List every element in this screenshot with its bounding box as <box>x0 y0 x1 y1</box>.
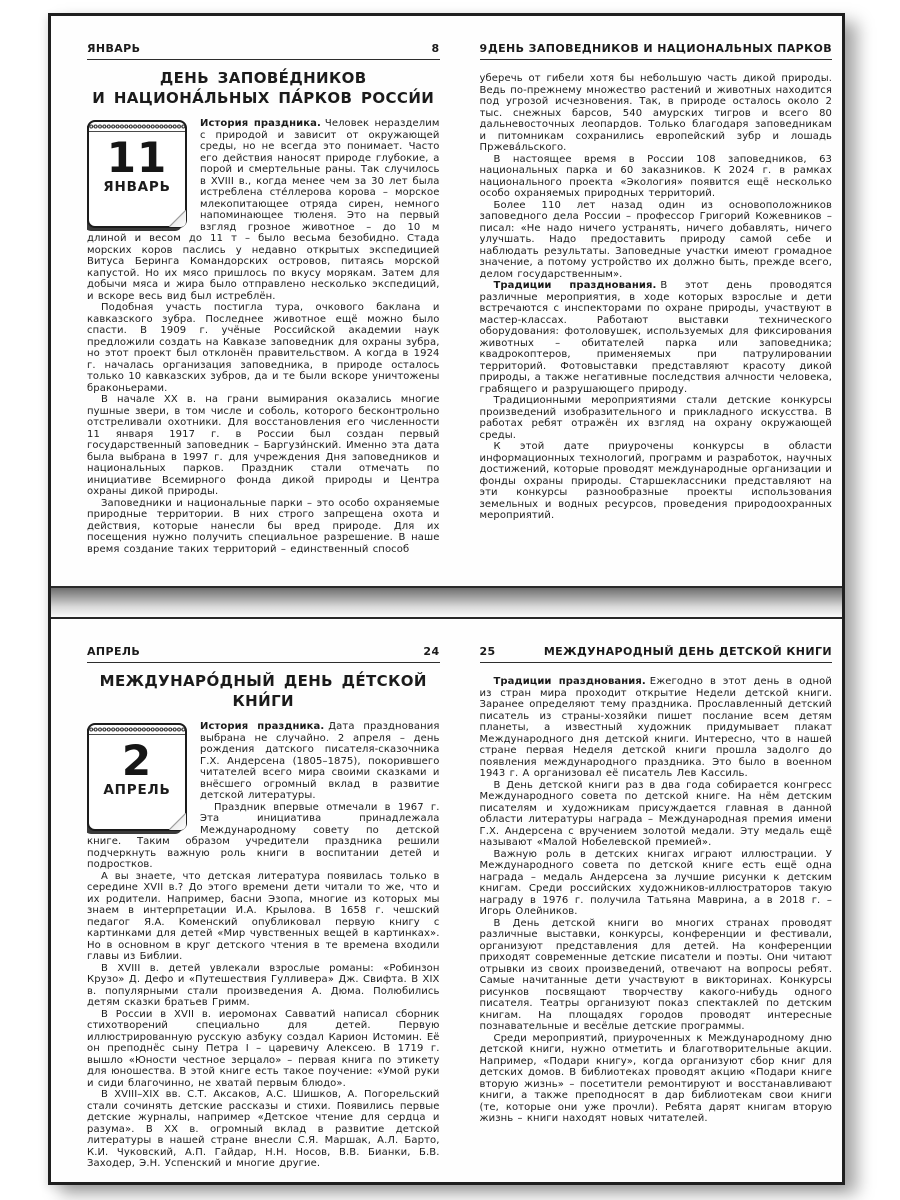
holiday-title-line: ДЕНЬ ЗАПОВЕ́ДНИКОВ <box>159 69 367 87</box>
paragraph: В День детской книги раз в два года собирается конгресс Международного совета по детской книге. На нём детским писателям и художникам присуждается главная в данной области литературы награда – Международная премия имени Г.Х. Андерсена с вручением золотой медали. Эту медаль ещё называют «Малой Нобелевской премией». <box>479 779 832 849</box>
paragraph: К этой дате приурочены конкурсы в области информационных технологий, программ и разработок, научных достижений, которые проводят международные организации и фонды охраны природы. Старшеклассники представляют на эти конкурсы разнообразные проекты использования земельных и водных ресурсов, проведения природоохранных мероприятий. <box>479 441 832 521</box>
running-head <box>480 645 833 663</box>
page-number: 25 <box>479 645 496 659</box>
paragraph-lead: История праздника. <box>200 721 325 733</box>
holiday-title <box>87 672 440 711</box>
running-head <box>87 42 440 60</box>
paragraph: Заповедники и национальные парки – это особо охраняемые природные территории. В них строго запрещена охота и действия, которые нанесли бы вред природе. Для их посещения нужно получить специальное разрешение. В наше время создание таких территорий – единственный способ <box>87 497 440 555</box>
paragraph-lead: Традиции празднования. <box>493 676 646 688</box>
paragraph-text: Ежегодно в этот день в одной из стран мира проходит открытие Недели детской книги. Заранее определяют тему праздника. Прославленный детский писатель из страны-хозяйки пишет послание всем детям планеты, а известный художник придумывает плакат Международного дня детской книги. Интересно, что в нашей стране первая Неделя детской книги прошла задолго до появления международного праздника. Это было в военном 1943 г. А организовал её писатель Лев Кассиль. <box>479 676 832 780</box>
paragraph: В начале XX в. на грани вымирания оказались многие пушные звери, в том числе и соболь, которого бесконтрольно отстреливали охотники. Для восстановления его численности 11 января 1917 г. в России был создан первый государственный заповедник – Баргузи́нский. Именно эта дата была выбрана в 1997 г. для учреждения Дня заповедников и национальных парков. Праздник стали отмечать по инициативе Всемирного фонда дикой природы и Центра охраны дикой природы. <box>87 394 440 497</box>
running-head-title: МЕЖДУНАРОДНЫЙ ДЕНЬ ДЕТСКОЙ КНИГИ <box>543 645 832 659</box>
running-head-month: ЯНВАРЬ <box>87 42 141 55</box>
paragraph: Традиционными мероприятиями стали детские конкурсы произведений изобразительного и прикладного искусства. В работах ребят отражён их взгляд на охрану окружающей среды. <box>479 395 832 441</box>
page-9 <box>480 42 833 578</box>
holiday-title-line: И НАЦИОНА́ЛЬНЫХ ПА́РКОВ РОССИ́И <box>92 88 435 107</box>
page-body <box>87 118 440 555</box>
spread-top <box>51 16 842 586</box>
calendar-day: 2 <box>121 736 153 786</box>
page-number: 24 <box>423 645 440 659</box>
paragraph: Более 110 лет назад один из основоположников заповедного дела России – профессор Григорий Кожевников – писал: «Не надо ничего устранять, ничего добавлять, ничего улучшать. Надо предоставить природу самой себе и наблюдать результаты. Заповедные участки имеют громадное значение, а потому устройство их должно быть, прежде всего, делом государственным». <box>479 199 832 280</box>
tear-off-calendar-icon <box>87 120 187 228</box>
paragraph: В XVIII в. детей увлекали взрослые романы: «Робинзон Крузо» Д. Дефо и «Путешествия Гулливера» Дж. Свифта. В XIX в. популярными стали произведения А. Дюма. Полюбились детям сказки братьев Гримм. <box>87 962 440 1009</box>
holiday-title <box>87 69 440 108</box>
page-number: 8 <box>431 42 440 55</box>
running-head <box>480 42 833 60</box>
running-head-title: ДЕНЬ ЗАПОВЕДНИКОВ И НАЦИОНАЛЬНЫХ ПАРКОВ <box>487 42 832 55</box>
page-curl-icon <box>169 210 186 227</box>
paragraph: Праздник впервые отмечали в 1967 г. Эта инициатива принадлежала Международному совету по детской книге. Таким образом учредители праздника решили подчеркнуть важную роль книги в воспитании детей и подростков. <box>87 801 440 871</box>
paragraph-text: В этот день проводятся различные мероприятия, в ходе которых взрослые и дети встречаются с инспекторами по охране природы, участвуют в мастер-классах. Работают выставки технического оборудования: фотоловушек, используемых для фиксирования животных – обитателей парка или заповедника; квадрокоптеров, применяемых при патрулировании территорий. Фотовыставки представляют красоту дикой природы, а также негативные последствия алчности человека, грабящего и разрушающего природу. <box>479 280 832 395</box>
paragraph <box>480 676 833 780</box>
running-head-month: АПРЕЛЬ <box>87 645 141 659</box>
page-number: 9 <box>479 42 488 55</box>
calendar-spiral-icon <box>89 725 185 735</box>
paragraph: Среди мероприятий, приуроченных к Международному дню детской книги, нужно отметить и благотворительные акции. Например, «Подари книгу», когда организуют сбор книг для детских домов. В библиотеках проводят акцию «Подари книге вторую жизнь» – посетители ремонтируют и восстанавливают книги, а также преподносят в дар библиотекам свои книги (те, которые они уже прочли). Ребята дарят книгам вторую жизнь – книги находят новых читателей. <box>479 1032 832 1125</box>
calendar-spiral-icon <box>89 122 185 132</box>
calendar-month: АПРЕЛЬ <box>103 782 171 799</box>
page-curl-icon <box>169 813 186 830</box>
page-fold-shadow <box>51 586 842 620</box>
paragraph: В День детской книги во многих странах проводят различные выставки, конкурсы, конференции и фестивали, организуют представления для детей. На конференции приходят современные детские писатели и поэты. Они читают отрывки из своих произведений, отвечают на вопросы ребят. Самые начитанные дети участвуют в викторинах. Конкурсы рисунков посвящают творчеству какого-нибудь одного писателя. Театры организуют показ спектаклей по детским книгам. На площадях городов проводят интересные познавательные и весёлые детские программы. <box>479 917 832 1033</box>
calendar-day: 11 <box>106 133 168 182</box>
paragraph-text: Дата празднования выбрана не случайно. 2 апреля – день рождения датского писателя-сказочника Г.Х. Андерсена (1805–1875), покорившего читателей всего мира своими сказками и внёсшего огромный вклад в развитие детской литературы. <box>200 721 440 802</box>
page-body <box>480 73 833 522</box>
page-25 <box>480 645 833 1174</box>
paragraph <box>480 280 833 395</box>
page-8 <box>87 42 440 578</box>
paragraph: уберечь от гибели хотя бы небольшую часть дикой природы. Ведь по-прежнему множество растений и животных находится под угрозой исчезновения. Так, в природе осталось около 2 тыс. снежных барсов, 540 амурских тигров и всего 80 дальневосточных леопардов. Только благодаря заповедникам и питомникам сохранились европейский зубр и лошадь Пржева́льского. <box>479 73 832 153</box>
paragraph: В XVIII–XIX вв. С.Т. Аксаков, А.С. Шишков, А. Погорельский стали сочинять детские рассказы и стихи. Появились первые детские журналы, например «Детское чтение для сердца и разума». В XX в. огромный вклад в развитие детской литературы в нашей стране внесли С.Я. Маршак, А.Л. Барто, К.И. Чуковский, А.П. Гайдар, Н.Н. Носов, В.В. Бианки, Б.В. Заходер, Э.Н. Успенский и многие другие. <box>87 1089 440 1170</box>
paragraph-lead: История праздника. <box>200 118 321 129</box>
spread-bottom <box>51 619 842 1182</box>
paragraph-lead: Традиции празднования. <box>493 280 657 291</box>
page-body <box>480 676 833 1125</box>
running-head <box>87 645 440 663</box>
paragraph: В настоящее время в России 108 заповедников, 63 национальных парка и 60 заказников. К 2024 г. в рамках национального проекта «Экология» появится ещё несколько особо охраняемых природных территорий. <box>479 153 832 199</box>
calendar-month: ЯНВАРЬ <box>103 179 171 195</box>
book-block <box>48 13 845 1185</box>
paragraph: В России в XVII в. иеромонах Савватий написал сборник стихотворений специально для детей. Первую иллюстрированную русскую азбуку создал Карион Истомин. Её он преподнёс сыну Петра I – царевичу Алексею. В 1719 г. вышло «Юности честное зерцало» – первая книга по этикету для юношества. В этой книге есть такое поучение: «Умой руки и сиди благочинно, не хватай первым блюдо». <box>87 1008 440 1089</box>
holiday-title-line: МЕЖДУНАРО́ДНЫЙ ДЕНЬ ДЕ́ТСКОЙ КНИ́ГИ <box>99 672 427 710</box>
paragraph: Важную роль в детских книгах играют иллюстрации. У Международного совета по детской книге есть ещё одна награда – медаль Андерсена за лучшие рисунки к детским книгам. Среди российских художников-иллюстраторов такую награду в 1976 г. получила Татьяна Маврина, а в 2018 г. – Игорь Олейников. <box>479 848 832 918</box>
paragraph-text: Человек неразделим с природой и зависит от окружающей среды, но не всегда это понимает. Часто его действия наносят природе глубокие, а порой и смертельные раны. Так случилось в XVIII в., когда менее чем за 30 лет была истреблена сте́ллерова корова – морское млекопитающее отряда сирен, немного напоминающее тюленя. Это на первый взгляд грозное животное – до 10 м длиной и весом до 11 т – было весьма безобидно. Стада морских коров паслись у недавно открытых экспедицией Витуса Беринга Командорских островов, питаясь морской капустой. Но их мясо пришлось по вкусу морякам. Затем для добычи мяса и жира было отправлено несколько экспедиций, и вскоре весь вид был истреблён. <box>87 118 440 302</box>
page-body <box>87 721 440 1170</box>
tear-off-calendar-icon <box>87 723 187 831</box>
paragraph: А вы знаете, что детская литература появилась только в середине XVII в.? До этого времени дети читали то же, что и их родители. Например, басни Эзопа, многие из которых мы знаем в интерпретации И.А. Крылова. В 1658 г. чешский педагог Я.А. Коменский опубликовал первую книгу с картинками для детей «Мир чувственных вещей в картинках». Но в основном в круг детского чтения в те времена входили главы из Библии. <box>87 870 440 963</box>
paragraph: Подобная участь постигла тура, очкового баклана и кавказского зубра. Последнее животное ещё можно было спасти. В 1909 г. учёные Российской академии наук предложили создать на Кавказе заповедник для охраны зубра, но этот проект был отклонён правительством. А когда в 1924 г. началась организация заповедника, в природе осталось только 10 кавказских зубров, да и те были вскоре уничтожены браконьерами. <box>87 302 440 394</box>
page-24 <box>87 645 440 1174</box>
